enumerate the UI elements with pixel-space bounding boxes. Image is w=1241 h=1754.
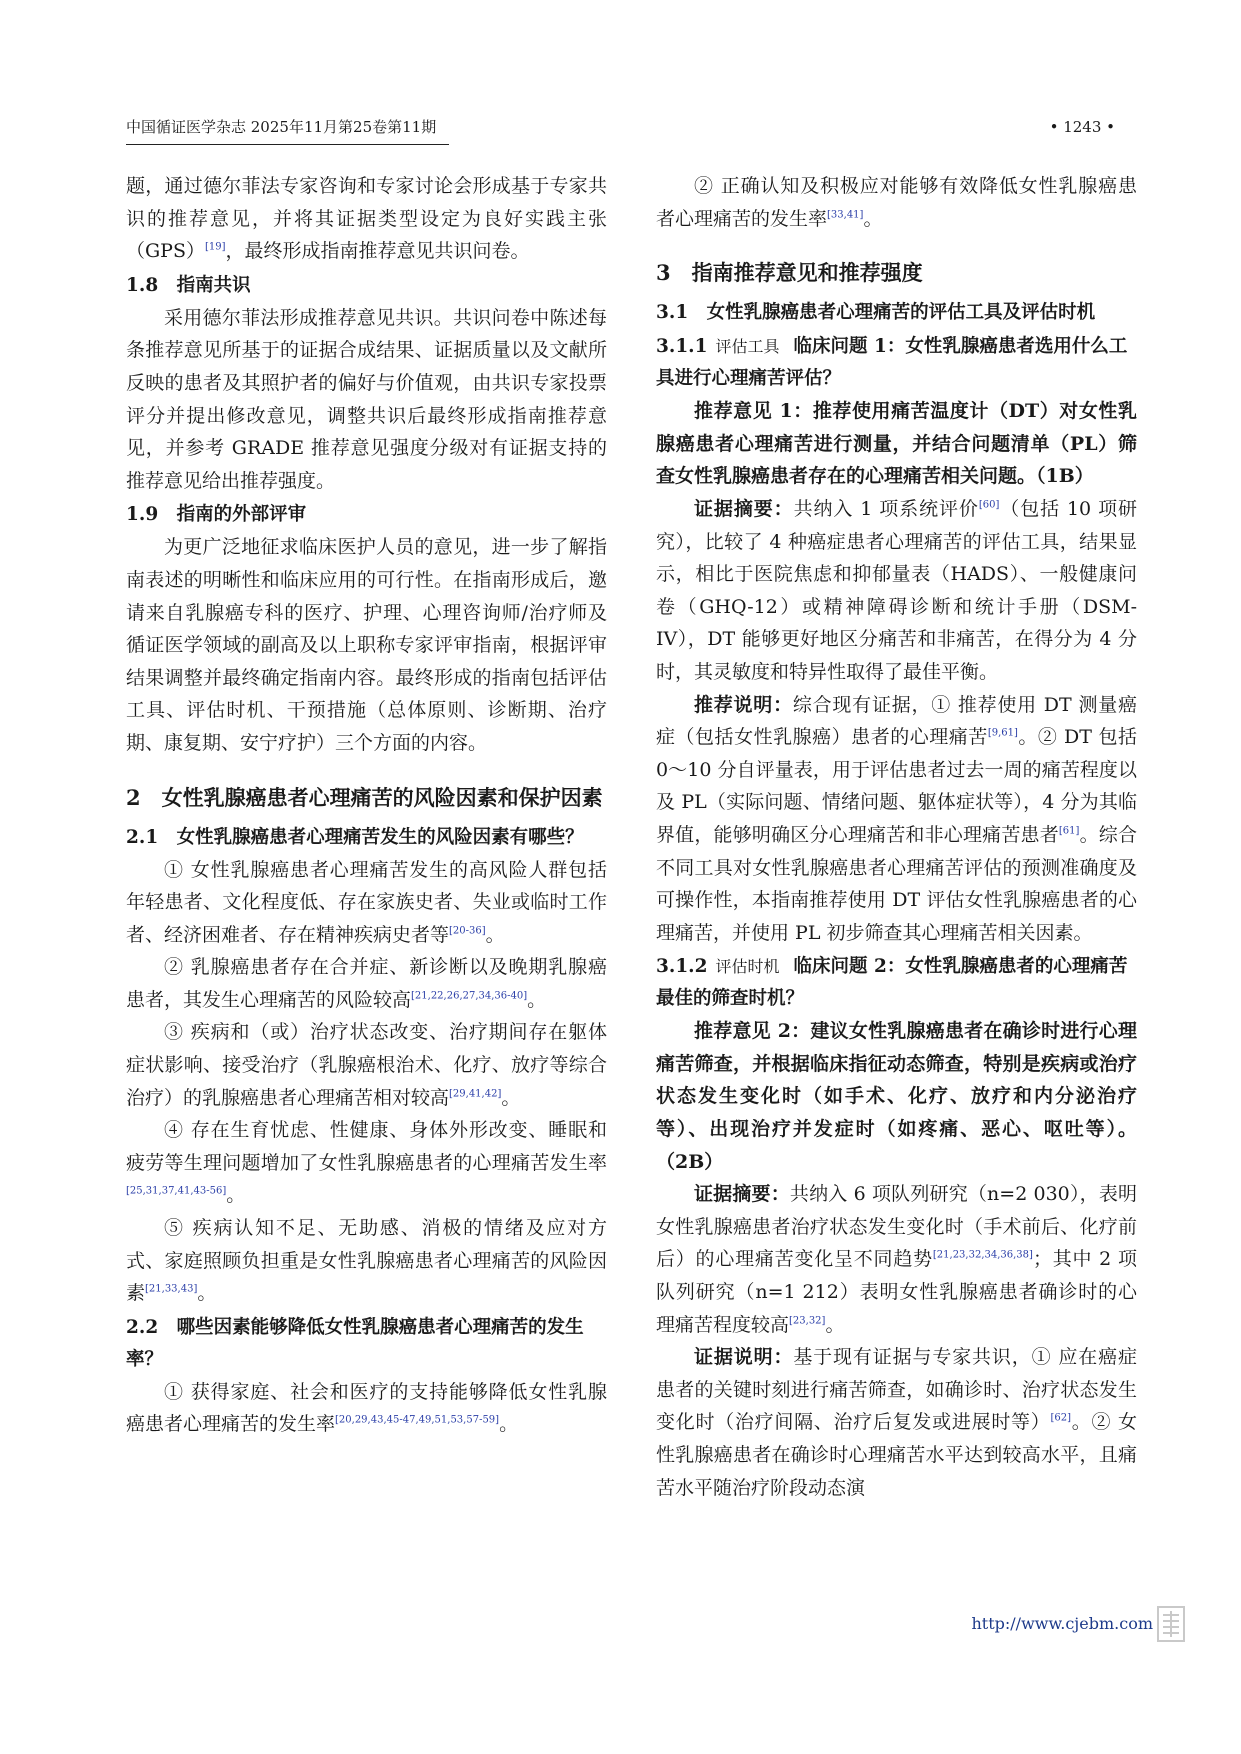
paragraph-external-review: 为更广泛地征求临床医护人员的意见，进一步了解指南表述的明晰性和临床应用的可行性。在指南形成后，邀请来自乳腺癌专科的医疗、护理、心理咨询师/治疗师及循证医学领域的副高及以上职称专家评审指南，根据评审结果调整并最终确定指南内容。最终形成的指南包括评估工具、评估时机、干预措施（总体原则、诊断期、治疗期、康复期、安宁疗护）三个方面的内容。 [126,536,607,754]
section-heading-2-1: 2.1 女性乳腺癌患者心理痛苦发生的风险因素有哪些？ [126,826,584,848]
section-heading-3-1: 3.1 女性乳腺癌患者心理痛苦的评估工具及评估时机 [656,302,1096,324]
evidence-summary-2: 证据摘要：共纳入 6 项队列研究（n=2 030），表明女性乳腺癌患者治疗状态发生变化时（手术前后、化疗前后）的心理痛苦变化呈不同趋势[21,23,32,34,36,38]；其中 2 项队列研究（n=1 212）表明女性乳腺癌患者确诊时的心理痛苦程度较高[23,32]。 [656,1183,1137,1336]
page-number: • 1243 • [1049,118,1115,136]
section-heading-2: 2 女性乳腺癌患者心理痛苦的风险因素和保护因素 [126,784,603,810]
recommendation-explanation-1: 推荐说明：综合现有证据，① 推荐使用 DT 测量癌症（包括女性乳腺癌）患者的心理痛苦[9,61]。② DT 包括 0～10 分自评量表，用于评估患者过去一周的痛苦程度以及 PL（实际问题、情绪问题、躯体症状等），4 分为其临界值，能够明确区分心理痛苦和非心理痛苦患者[61]。综合不同工具对女性乳腺癌患者心理痛苦评估的预测准确度及可操作性，本指南推荐使用 DT 评估女性乳腺癌患者的心理痛苦，并使用 PL 初步筛查其心理痛苦相关因素。 [656,693,1137,944]
left-column [126,170,607,1441]
risk-item-4: ④ 存在生育忧虑、性健康、身体外形改变、睡眠和疲劳等生理问题增加了女性乳腺癌患者的心理痛苦发生率[25,31,37,41,43-56]。 [126,1119,607,1207]
recommendation-1: 推荐意见 1：推荐使用痛苦温度计（DT）对女性乳腺癌患者心理痛苦进行测量，并结合问题清单（PL）筛查女性乳腺癌患者存在的心理痛苦相关问题。（1B） [656,400,1137,488]
risk-item-3: ③ 疾病和（或）治疗状态改变、治疗期间存在躯体症状影响、接受治疗（乳腺癌根治术、化疗、放疗等综合治疗）的乳腺癌患者心理痛苦相对较高[29,41,42]。 [126,1021,607,1109]
risk-item-2: ② 乳腺癌患者存在合并症、新诊断以及晚期乳腺癌患者，其发生心理痛苦的风险较高[21,22,26,27,34,36-40]。 [126,956,607,1011]
section-heading-3-1-2: 3.1.2 评估时机 临床问题 2：女性乳腺癌患者的心理痛苦最佳的筛查时机？ [656,956,1128,1010]
section-heading-3: 3 指南推荐意见和推荐强度 [656,260,923,286]
running-header [126,116,1115,146]
recommendation-2: 推荐意见 2：建议女性乳腺癌患者在确诊时进行心理痛苦筛查，并根据临床指征动态筛查，特别是疾病或治疗状态发生变化时（如手术、化疗、放疗和内分泌治疗等）、出现治疗并发症时（如疼痛、恶心、呕吐等）。（2B） [656,1020,1137,1173]
section-heading-1-9: 1.9 指南的外部评审 [126,504,307,526]
journal-logo-icon [1157,1606,1185,1642]
evidence-summary-1: 证据摘要：共纳入 1 项系统评价[60]（包括 10 项研究），比较了 4 种癌症患者心理痛苦的评估工具，结果显示，相比于医院焦虑和抑郁量表（HADS）、一般健康问卷（GHQ-12）或精神障碍诊断和统计手册（DSM-IV），DT 能够更好地区分痛苦和非痛苦，在得分为 4 分时，其灵敏度和特异性取得了最佳平衡。 [656,497,1137,683]
journal-citation: 中国循证医学杂志 2025年11月第25卷第11期 [126,118,437,136]
section-heading-1-8: 1.8 指南共识 [126,274,251,296]
protective-item-1: ① 获得家庭、社会和医疗的支持能够降低女性乳腺癌患者心理痛苦的发生率[20,29,43,45-47,49,51,53,57-59]。 [126,1380,607,1436]
paragraph-continued: 题，通过德尔菲法专家咨询和专家讨论会形成基于专家共识的推荐意见，并将其证据类型设定为良好实践主张（GPS）[19]，最终形成指南推荐意见共识问卷。 [126,175,607,263]
evidence-explanation-2: 证据说明：基于现有证据与专家共识，① 应在癌症患者的关键时刻进行痛苦筛查，如确诊时、治疗状态发生变化时（治疗间隔、治疗后复发或进展时等）[62]。② 女性乳腺癌患者在确诊时心理痛苦水平达到较高水平，且痛苦水平随治疗阶段动态演 [656,1346,1137,1499]
header-rule [126,144,449,145]
section-heading-2-2: 2.2 哪些因素能够降低女性乳腺癌患者心理痛苦的发生率？ [126,1316,584,1370]
journal-website-link[interactable]: http://www.cjebm.com [971,1614,1153,1633]
protective-item-2: ② 正确认知及积极应对能够有效降低女性乳腺癌患者心理痛苦的发生率[33,41]。 [656,175,1137,230]
risk-item-5: ⑤ 疾病认知不足、无助感、消极的情绪及应对方式、家庭照顾负担重是女性乳腺癌患者心理痛苦的风险因素[21,33,43]。 [126,1217,607,1305]
paragraph-consensus: 采用德尔菲法形成推荐意见共识。共识问卷中陈述每条推荐意见所基于的证据合成结果、证据质量以及文献所反映的患者及其照护者的偏好与价值观，由共识专家投票评分并提出修改意见，调整共识后最终形成指南推荐意见，并参考 GRADE 推荐意见强度分级对有证据支持的推荐意见给出推荐强度。 [126,306,607,492]
section-heading-3-1-1: 3.1.1 评估工具 临床问题 1：女性乳腺癌患者选用什么工具进行心理痛苦评估？ [656,336,1128,390]
risk-item-1: ① 女性乳腺癌患者心理痛苦发生的高风险人群包括年轻患者、文化程度低、存在家族史者、失业或临时工作者、经济困难者、存在精神疾病史者等[20-36]。 [126,858,607,946]
right-column [656,170,1137,1504]
